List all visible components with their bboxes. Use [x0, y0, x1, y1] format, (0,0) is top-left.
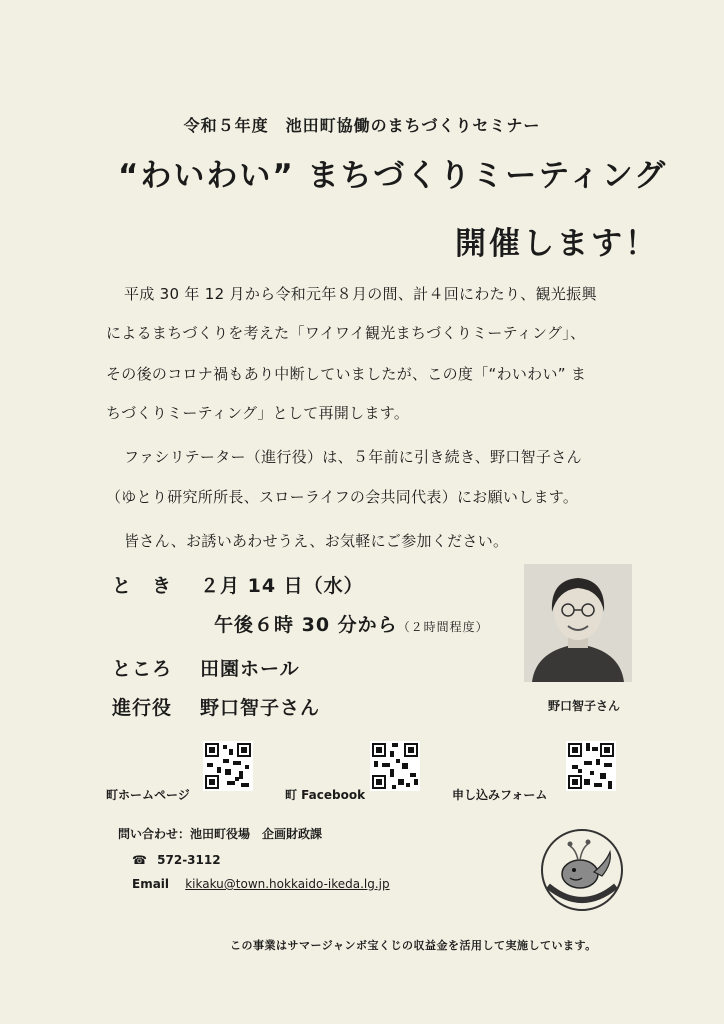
paragraph-line-2: によるまちづくりを考えた「ワイワイ観光まちづくりミーティング」、	[106, 324, 586, 342]
place-label: ところ	[112, 658, 173, 680]
phone-number: 572-3112	[157, 853, 221, 867]
town-mascot-logo	[540, 828, 624, 912]
qr-label-homepage: 町ホームページ	[106, 788, 190, 802]
page-title: “わいわい” まちづくりミーティング	[118, 158, 668, 194]
paragraph-line-5: ファシリテーター（進行役）は、５年前に引き続き、野口智子さん	[124, 448, 582, 466]
qr-label-facebook: 町 Facebook	[285, 788, 366, 802]
paragraph-line-4: ちづくりミーティング」として再開します。	[106, 404, 410, 422]
paragraph-line-6: （ゆとり研究所所長、スローライフの会共同代表）にお願いします。	[106, 488, 579, 506]
paragraph-line-1: 平成 30 年 12 月から令和元年８月の間、計４回にわたり、観光振興	[124, 285, 597, 303]
email-row	[132, 877, 390, 891]
event-duration-note: （２時間程度）	[397, 620, 489, 634]
event-time	[214, 610, 489, 637]
phone-icon: ☎	[132, 853, 147, 867]
event-place: 田園ホール	[200, 658, 300, 680]
email-link[interactable]: kikaku@town.hokkaido-ikeda.lg.jp	[185, 877, 390, 891]
event-date: ２月 14 日（水）	[200, 575, 364, 597]
seminar-subtitle: 令和５年度 池田町協働のまちづくりセミナー	[183, 116, 541, 135]
event-time-text: 午後６時 30 分から	[214, 614, 398, 636]
paragraph-line-7: 皆さん、お誘いあわせうえ、お気軽にご参加ください。	[124, 532, 509, 550]
paragraph-line-3: その後のコロナ禍もあり中断していましたが、この度「“わいわい” ま	[106, 365, 587, 383]
time-label: と き	[112, 575, 173, 597]
facilitator-label: 進行役	[112, 697, 173, 719]
qr-code-homepage-icon[interactable]	[203, 741, 253, 791]
phone-row	[132, 853, 221, 867]
portrait-image	[524, 564, 632, 682]
page-title-line2: 開催します！	[455, 226, 659, 262]
facilitator-name: 野口智子さん	[200, 697, 321, 719]
facilitator-photo	[524, 564, 632, 682]
email-label: Email	[132, 877, 170, 891]
photo-caption: 野口智子さん	[547, 699, 620, 713]
qr-code-application-form-icon[interactable]	[566, 741, 616, 791]
qr-label-application-form: 申し込みフォーム	[452, 788, 548, 802]
footer-note: この事業はサマージャンボ宝くじの収益金を活用して実施しています。	[230, 939, 597, 952]
qr-code-facebook-icon[interactable]	[370, 741, 420, 791]
inquiry-text: 問い合わせ：池田町役場 企画財政課	[118, 827, 323, 841]
